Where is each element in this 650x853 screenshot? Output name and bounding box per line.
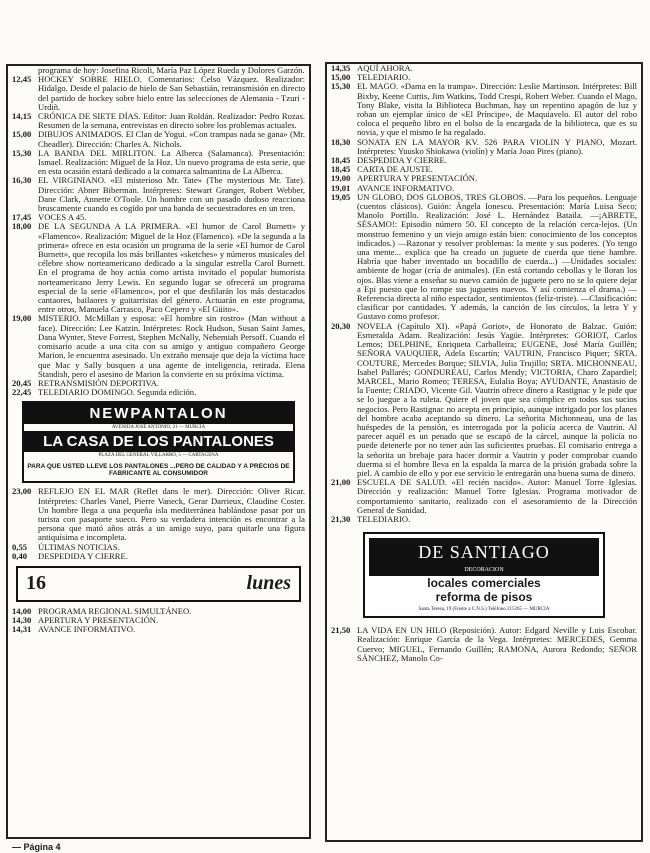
- schedule-entry: [12, 112, 305, 130]
- schedule-entry: [12, 176, 305, 213]
- entry-time: 14,31: [12, 624, 32, 635]
- entry-time: 19,05: [331, 191, 351, 202]
- newpantalon-advertisement: [22, 401, 295, 483]
- entry-text: LA VIDA EN UN HILO (Reposición). Autor: Edgard Neville y Luis Escobar. Realización: Enrique García de la Vega. Intérpretes: MERCEDES, Gemma Cuervo; MIGUEL, Fernando Guillén; RAMONA, Aurora Redondo; SEÑOR SÁNCHEZ, Manolo Co-: [357, 625, 637, 663]
- entry-text: SONATA EN LA MAYOR KV. 526 PARA VIOLIN Y PIANO, Mozart. Intérpretes: Yuusko Shiokawa (violín) y María Joao Pires (piano).: [357, 136, 637, 156]
- ad-address-top: AVENIDA JOSÉ ANTONIO, 21 — MURCIA: [111, 425, 206, 431]
- entry-text: AVANCE INFORMATIVO.: [38, 624, 136, 635]
- entry-time: 19,00: [12, 313, 32, 324]
- schedule-entry: [12, 552, 305, 561]
- entry-time: 14,30: [12, 615, 32, 626]
- entry-time: 19,00: [331, 173, 351, 184]
- entry-text: EL MAGO. «Dama en la trampa». Dirección: Leslie Martinson. Intérpretes: Bill Bixby, Keene Curtis, Jim Watkins, Todd Crespi, Robert Weber. Cuando el Mago, Tony Blake, visita la Biblioteca Buchman, hay un repentino apagón de luz y roban un ejemplar único de «El Príncipe», de Maquiavelo. El autor del robo coloca el pequeño libro en el bolso de la encargada de la biblioteca, que es su novia, y que el mismo le ha regalado.: [357, 81, 637, 138]
- entry-time: 15,00: [12, 129, 32, 140]
- entry-time: 21,00: [331, 477, 351, 488]
- schedule-entry: [331, 478, 637, 515]
- schedule-entry: [12, 222, 305, 314]
- right-entries-top: [327, 64, 641, 524]
- schedule-entry: [331, 82, 637, 137]
- ad-kind: DECORACION: [369, 567, 599, 576]
- ad-line-2: reforma de pisos: [435, 590, 533, 605]
- day-number: 16: [26, 572, 46, 595]
- schedule-entry: [12, 130, 305, 148]
- ad-address-bottom: PLAZA DEL GENERAL VILLARRO, 5 — CARTAGENA: [98, 453, 219, 459]
- page-footer: — Página 4: [12, 842, 61, 852]
- schedule-entry: [12, 388, 305, 397]
- entry-time: 22,45: [12, 387, 32, 398]
- entry-text: APERTURA Y PRESENTACIÓN.: [357, 173, 478, 184]
- entry-time: 19,01: [331, 182, 351, 193]
- entry-text: UN GLOBO, DOS GLOBOS, TRES GLOBOS. —Para los pequeños. Lenguaje (cuentos clásicos). Guión: Ángela Ionescu. Presentación: María Luisa Seco; Manolo Portillo. Realización: José L. Hernández Bataila. —¡ABRETE, SÉSAMO!: Episodio número 50. El concepto de la relación cerca-lejos. (Un monstruo femenino y un viejo amigo están bien: conocimiento de los conceptos indicados.) —Razonar y resolver problemas: la mente y sus poderes. (Yo tengo una mente... explica que ha creado un juguete de cuerda que tiene hambre. Habría que haber inventado un bocadillo de cuerda...) —Unidades sociales: ambiente de hogar (cría de animales). (En está cortando cebollas y le lloran los ojos. Blas viene a enseñar su nuevo camión de juguete pero no se lo quiere dejar a Epi puesto que lo rompe sus juguetes nuevos. Y así comienza el drama.) —Referencia directa al niño espectador, sentimientos (feliz-triste). —Clasificación: clasificar por cantidades. Y además, la canción de los círculos, la letra Y y Gustavo como profesor.: [357, 191, 637, 322]
- entry-text: ESCUELA DE SALUD. «El recién nacido». Autor: Manuel Torre Iglesias. Dirección y realización: Manuel Torre Iglesias. Programa motivador de comportamiento sanitario, realizado con el asesoramiento de la Dirección General de Sanidad.: [357, 477, 637, 515]
- day-name: lunes: [246, 572, 291, 595]
- schedule-entry: [12, 487, 305, 542]
- entry-time: 17,45: [12, 212, 32, 223]
- entry-text: AVANCE INFORMATIVO.: [357, 182, 455, 193]
- ad-address: Santa Teresa, 19 (Frente a C.N.S.) Teléfono 215265 — MURCIA: [418, 607, 550, 613]
- entry-text: DESPEDIDA Y CIERRE.: [38, 550, 128, 561]
- right-listings-column: [325, 62, 643, 842]
- entry-time: 18,00: [12, 221, 32, 232]
- entry-text: EL VIRGINIANO. «El misterioso Mr. Tate» (The mysterious Mr. Tate). Dirección: Abner Biberman. Intérpretes: Stewart Granger, Robert Webber, Dane Clark, Annette O'Toole. Un hombre con un pasado dudoso reacciona bruscamente cuando es cogido por una banda de secuestradores en un tren.: [38, 175, 305, 214]
- ad-brand: NEWPANTALON: [24, 403, 293, 424]
- entry-time: 14,15: [12, 111, 32, 122]
- entry-text: RETRANSMISIÓN DEPORTIVA.: [38, 377, 160, 388]
- entry-text: TELEDIARIO.: [357, 513, 411, 524]
- ad-brand: DE SANTIAGO: [369, 538, 599, 567]
- entry-time: 12,45: [12, 74, 32, 85]
- left-listings-column: [6, 64, 311, 839]
- ad-slogan: PARA QUE USTED LLEVE LOS PANTALONES ...PERO DE CALIDAD Y A PRECIOS DE FABRICANTE AL CONSUMIDOR: [27, 463, 290, 478]
- schedule-entry: [12, 75, 305, 112]
- entry-text: APERTURA Y PRESENTACIÓN.: [38, 615, 159, 626]
- entry-text: TELEDIARIO DOMINGO. Segunda edición.: [38, 387, 197, 398]
- entry-time: 0,55: [12, 541, 28, 552]
- entry-text: CRÓNICA DE SIETE DÍAS. Editor: Juan Roldán. Realizador: Pedro Rozas. Resumen de la semana, entrevistas en directo sobre los problemas actuales.: [38, 111, 305, 131]
- left-entries-top: [8, 66, 309, 397]
- entry-text: MISTERIO. McMillan y esposa: «El hombre sin rostro» (Man without a face). Dirección: Lee Katzin. Intérpretes: Rock Hudson, Susan Saint James, Dana Wynter, Steve Forrest, Stephen McNally, Nehemiah Persoff. Cuando el comisario acude a una cita con su amigo y antiguo compañero George Marion, le encuentra asesinado. Un extraño mensaje que deja la víctima hace que Mac y Sally busquen a una agente de inteligencia, retirada. Elena Standish, pero el asesino de Marion la convierte en su próxima víctima.: [38, 313, 305, 379]
- entry-text: CARTA DE AJUSTE.: [357, 164, 433, 175]
- entry-text: HOCKEY SOBRE HIELO. Comentarios: Celso Vázquez. Realizador: Hidalgo. Desde el palacio de hielo de San Sebastián, retransmisión en directo del partido de hockey sobre hielo entre las selecciones de Alemania - Tzuri - Urdiñ.: [38, 74, 305, 112]
- right-entries-bottom: [327, 626, 641, 663]
- entry-text: PROGRAMA REGIONAL SIMULTÁNEO.: [38, 605, 192, 616]
- schedule-entry: [331, 193, 637, 322]
- ad-line-1: locales comerciales: [427, 576, 541, 591]
- entry-text: programa de hoy: Josefina Ricoli, María Paz López Rueda y Dolores Garzón.: [38, 65, 305, 75]
- entry-time: 23,00: [12, 486, 32, 497]
- entry-text: REFLEJO EN EL MAR (Reflet dans le mer). Dirección: Oliver Ricar. Intérpretes: Charles Vanel, Pierre Vaneck, Gerar Darrieux, Claudine Coster. Un hombre llega a una pequeña isla mediterránea hablándose pasar por un turista con pasaporte sueco. Pero su verdadera intención es encontrar a la persona que mató años atrás a un amigo suyo, para quitarle una figura antiquísima e incompleta.: [38, 486, 305, 543]
- ad-store-name: LA CASA DE LOS PANTALONES: [24, 431, 293, 452]
- entry-time: 18,30: [331, 136, 351, 147]
- entry-time: 18,45: [331, 164, 351, 175]
- entry-text: DIBUJOS ANIMADOS. El Clan de Yogui. «Con trampas nada se gana» (Mr. Cheadler). Dirección: Charles A. Nichols.: [38, 129, 305, 149]
- entry-time: 21,30: [331, 513, 351, 524]
- left-entries-bottom: [8, 607, 309, 635]
- entry-time: 14,00: [12, 605, 32, 616]
- entry-time: 16,30: [12, 175, 32, 186]
- entry-time: 15,30: [331, 81, 351, 92]
- entry-time: 18,45: [331, 155, 351, 166]
- entry-time: 15,00: [331, 72, 351, 83]
- schedule-entry: [331, 138, 637, 156]
- schedule-entry: [331, 515, 637, 524]
- de-santiago-advertisement: [363, 532, 605, 618]
- entry-text: NOVELA (Capítulo XI). «Papá Goriot», de Honorato de Balzac. Guión: Esmeralda Adam. Realización: Jesús Yagüe. Intérpretes: GORIOT, Carlos Lemos; DELPHINE, Enriqueta Carballeira; EUGENE, José María Guillén; SEÑORA VAUQUIER, Adela Escartín; VAUTRIN, Francisco Piquer; SRTA. COUTURE, Mercedes Borque; SILVIA, Julia Trujillo; SRTA. MICHONNEAU, Isabel Pallarés; GONDUREAU, Carlos Mendy; VICTORIA, Charo Zapardiel; MARCEL, Mario Romeo; TERESA, Eulalia Boya; AYUDANTE, Anastasio de la Fuente; CRIADO, Vicente Gil. Vautrin ofrece dinero a Rastignac y le pide que se lo juegue a la ruleta. Quiere el joven que sea cómplice en todos sus sucios negocios. Pero Rastignac no acepta en principio, aunque intrigado por los planes del hombre acaba aceptando su dinero. La señorita Michonneau, una de las huéspedes de la pensión, es interrogada por la policía acerca de Vautrin. Al parecer aquél es un penado que se escapó de la cárcel, aunque la policía no puede detenerle por no tener aún las suficientes pruebas. El comisario entrega a la señorita un brebaje para hacer dormir a Vautrin y poder comprobar cuando duerma si el hombre lleva en la espalda la marca de la prisión grabada sobre la piel. A cambio de ello y por ese servicio le entregarán una buena suma de dinero.: [357, 320, 637, 478]
- entry-text: AQUÍ AHORA.: [357, 63, 413, 73]
- entry-time: 0,40: [12, 550, 28, 561]
- entry-time: 20,45: [12, 377, 32, 388]
- day-header: [16, 566, 301, 602]
- entry-time: 21,50: [331, 625, 351, 636]
- entry-text: DE LA SEGUNDA A LA PRIMERA. «El humor de Carol Burnett» y «Flamenco». Realización: Miguel de la Hoz (Flamenco). «De la segunda a la primera» ofrece en esta ocasión un programa de la serie «El humor de Carol Burnett», que recopila los más brillantes «sketches» y números musicales del célebre show norteamericano dedicado a la singular estrella Carol Burnett. En el programa de hoy actúa como artista invitado el popular humorista norteamericano Jerry Lewis. En segundo lugar se ofrecerá un programa especial de la serie «Flamenco», por el que desfilarán los más destacados cantaores, bailaores y guitarristas del género. Actuarán en este programa, entre otros, Manuela Carrasco, Paco Cepero y «El Güito».: [38, 221, 305, 315]
- entry-time: 15,30: [12, 147, 32, 158]
- schedule-entry: [12, 625, 305, 634]
- entry-text: DESPEDIDA Y CIERRE.: [357, 155, 447, 166]
- entry-text: LA BANDA DEL MIRLITON. La Alberca (Salamanca). Presentación: Ismael. Realización: Miguel de la Hoz. Un nuevo programa de esta serie, que en esta ocasión estará dedicado a la comarca salmantina de La Alberca.: [38, 147, 305, 177]
- entry-text: ÚLTIMAS NOTICIAS.: [38, 541, 120, 552]
- entry-time: 14,35: [331, 63, 351, 73]
- schedule-entry: [12, 149, 305, 177]
- left-entries-mid: [8, 487, 309, 561]
- schedule-entry: [331, 626, 637, 663]
- entry-time: 20,30: [331, 320, 351, 331]
- entry-text: TELEDIARIO.: [357, 72, 411, 83]
- entry-text: VOCES A 45.: [38, 212, 87, 223]
- schedule-entry: [331, 322, 637, 478]
- schedule-entry: [12, 314, 305, 378]
